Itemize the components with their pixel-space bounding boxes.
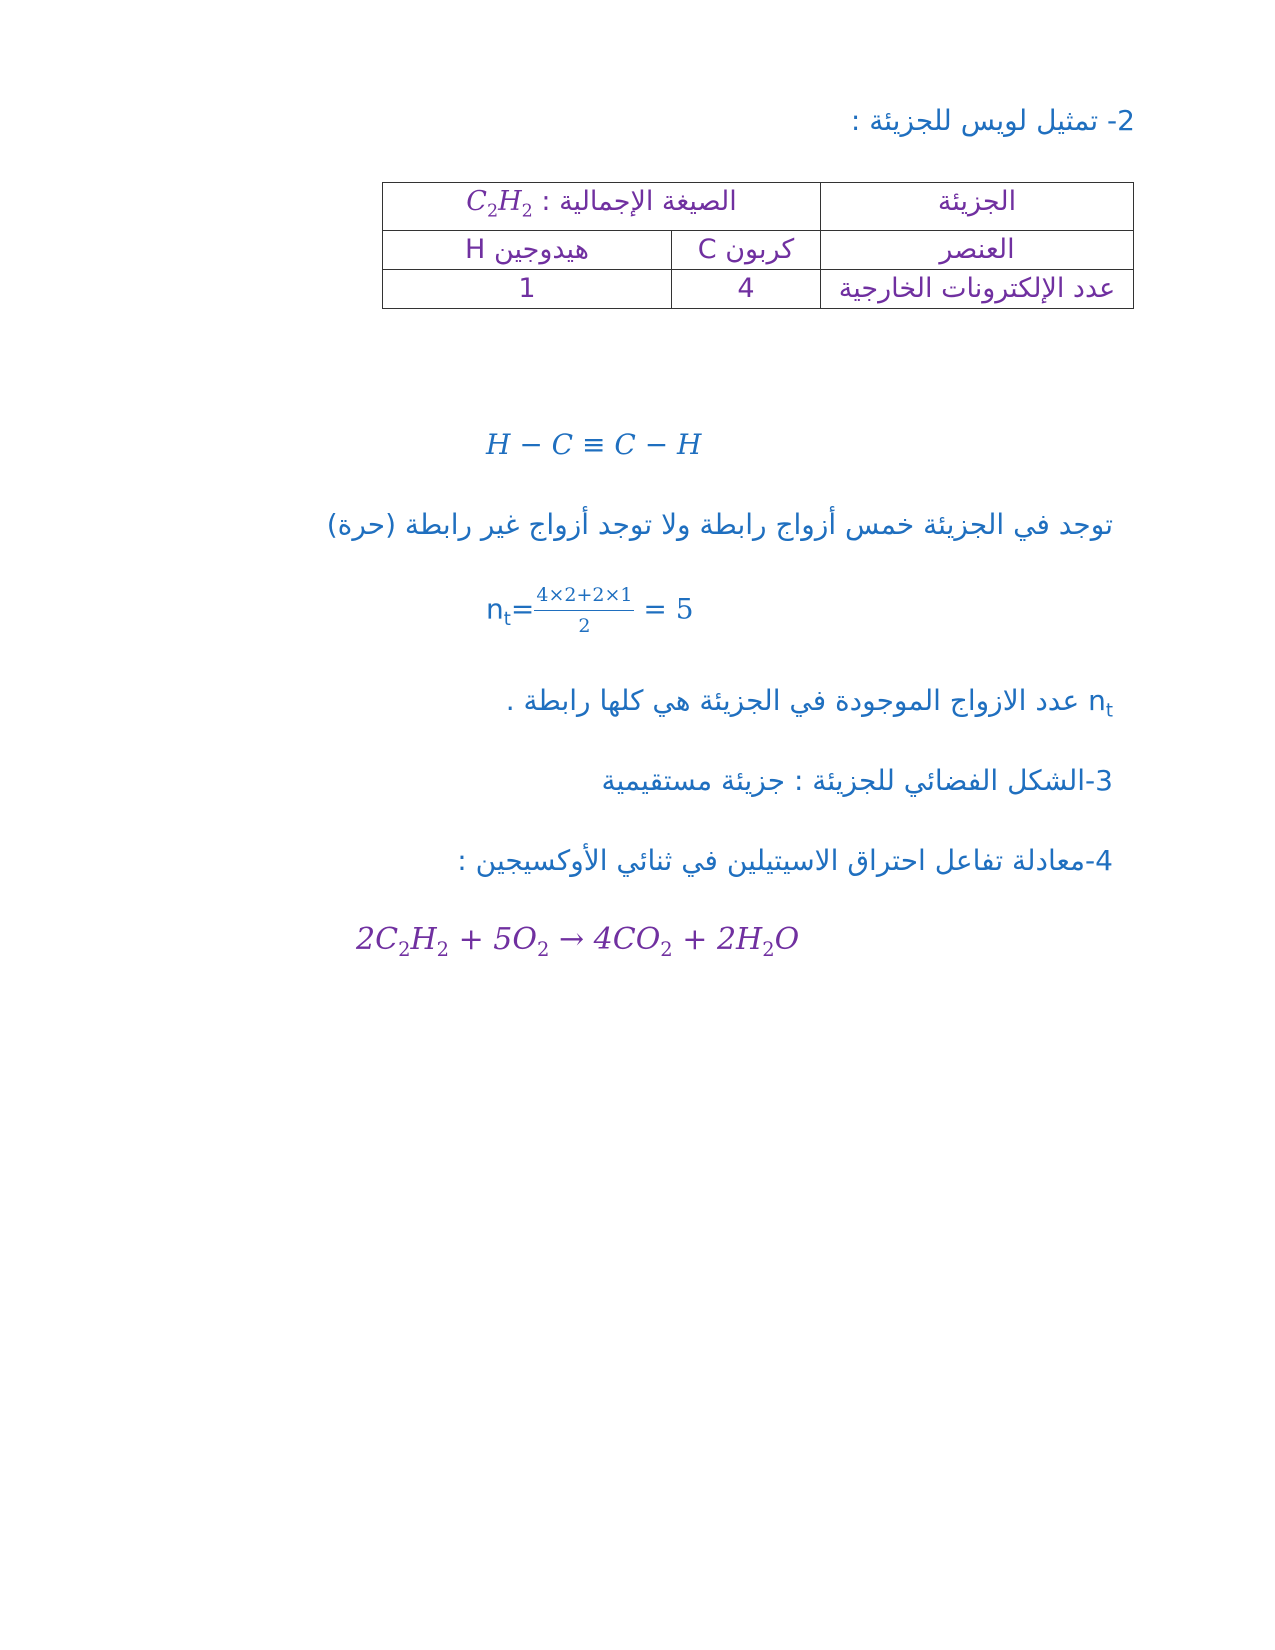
electrons-label: عدد الإلكترونات الخارجية	[838, 273, 1116, 305]
nt-numerator: 4×2+2×1	[534, 584, 634, 611]
hydrogen-electrons-cell	[383, 270, 672, 309]
reaction-arrow: →	[549, 922, 594, 957]
section2-title: 2- تمثيل لويس للجزيئة :	[850, 104, 1135, 137]
table-row	[383, 231, 1134, 270]
section3-text: 3-الشكل الفضائي للجزيئة : جزيئة مستقيمية	[601, 764, 1113, 797]
pairs-text: توجد في الجزيئة خمس أزواج رابطة ولا توجد أزواج غير رابطة (حرة)	[326, 508, 1113, 541]
formula-c: C	[466, 186, 487, 217]
nt-explanation-n: n	[1088, 684, 1106, 717]
combustion-equation	[356, 922, 799, 961]
formula-h: H	[498, 186, 522, 217]
coef: 2	[716, 922, 737, 957]
nt-explanation-sub: t	[1105, 700, 1113, 722]
subscript: 2	[436, 938, 450, 961]
subscript: 2	[660, 938, 673, 961]
section4-text: 4-معادلة تفاعل احتراق الاسيتيلين في ثنائي الأوكسيجين :	[457, 844, 1113, 877]
atom: H	[736, 922, 763, 957]
coef: 5	[493, 922, 513, 957]
subscript: 2	[537, 938, 550, 961]
lewis-formula: H − C ≡ C − H	[486, 428, 702, 461]
nt-explanation-text: عدد الازواج الموجودة في الجزيئة هي كلها رابطة .	[505, 684, 1089, 717]
element-label: العنصر	[939, 234, 1015, 266]
table-row	[383, 183, 1134, 231]
reactant-acetylene	[356, 922, 450, 961]
nt-explanation-symbol	[1088, 684, 1113, 722]
carbon-cell	[672, 231, 821, 270]
nt-result: = 5	[643, 592, 694, 626]
carbon-label: كربون C	[697, 234, 795, 266]
product-water	[716, 922, 800, 961]
atom: C	[375, 922, 399, 957]
table-row	[383, 270, 1134, 309]
plus-sign: +	[672, 922, 717, 957]
nt-subscript: t	[503, 609, 511, 631]
nt-equals: =	[510, 592, 535, 626]
formula-c-sub: 2	[486, 201, 499, 222]
reactant-oxygen	[493, 922, 550, 961]
plus-sign: +	[449, 922, 494, 957]
molecule-label: الجزيئة	[937, 186, 1017, 217]
nt-fraction	[534, 584, 634, 637]
nt-equation	[486, 584, 694, 637]
hydrogen-label: هيدوجين H	[465, 234, 589, 266]
atom: O	[774, 922, 800, 957]
formula-math	[466, 183, 533, 230]
molecule-table	[382, 182, 1134, 309]
nt-symbol: n	[486, 592, 504, 626]
molecule-label-cell	[821, 183, 1134, 231]
electrons-label-cell	[821, 270, 1134, 309]
formula-cell	[383, 183, 821, 231]
product-co2	[593, 922, 673, 961]
formula-h-sub: 2	[521, 201, 533, 222]
formula-label: الصيغة الإجمالية :	[541, 186, 737, 217]
atom: CO	[612, 922, 661, 957]
hydrogen-electrons-value: 1	[518, 273, 536, 305]
atom: H	[410, 922, 437, 957]
nt-denominator: 2	[578, 615, 591, 637]
subscript: 2	[762, 938, 775, 961]
carbon-electrons-cell	[672, 270, 821, 309]
subscript: 2	[398, 938, 411, 961]
atom: O	[512, 922, 537, 957]
nt-explanation	[506, 684, 1113, 722]
carbon-electrons-value: 4	[737, 273, 755, 305]
hydrogen-cell	[383, 231, 672, 270]
coef: 2	[356, 922, 376, 957]
coef: 4	[593, 922, 613, 957]
element-label-cell	[821, 231, 1134, 270]
